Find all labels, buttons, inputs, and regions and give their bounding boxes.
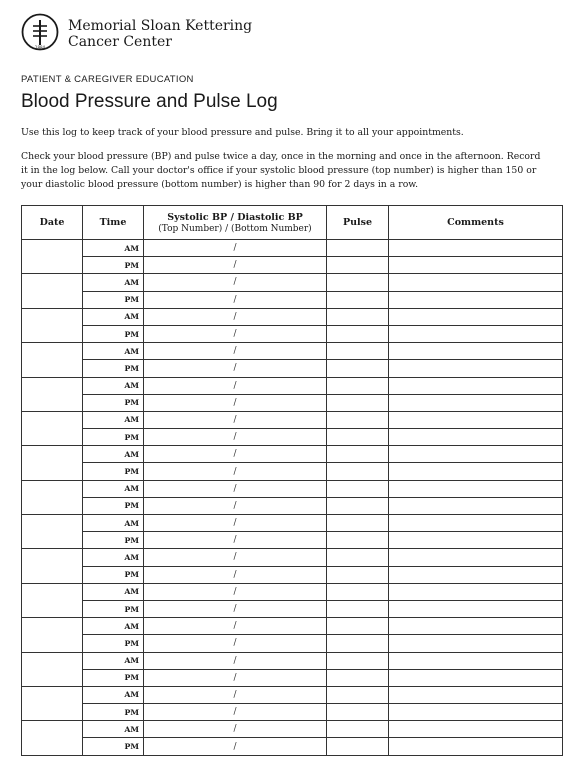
comments-cell[interactable] (389, 377, 563, 394)
table-row (22, 600, 563, 617)
time-cell: AM (83, 274, 144, 291)
time-cell: AM (83, 721, 144, 738)
bp-cell[interactable]: / (144, 274, 327, 291)
table-row (22, 635, 563, 652)
date-cell[interactable] (22, 583, 83, 617)
comments-cell[interactable] (389, 480, 563, 497)
bp-cell[interactable]: / (144, 240, 327, 257)
bp-cell[interactable]: / (144, 360, 327, 377)
table-row (22, 446, 563, 463)
pulse-cell[interactable] (327, 429, 389, 446)
bp-cell[interactable]: / (144, 308, 327, 325)
bp-cell[interactable]: / (144, 532, 327, 549)
table-row (22, 360, 563, 377)
date-cell[interactable] (22, 721, 83, 755)
date-cell[interactable] (22, 480, 83, 514)
pulse-cell[interactable] (327, 652, 389, 669)
comments-cell[interactable] (389, 429, 563, 446)
table-row (22, 515, 563, 532)
comments-header: Comments (389, 206, 563, 240)
pulse-cell[interactable] (327, 738, 389, 755)
comments-cell[interactable] (389, 515, 563, 532)
pulse-cell[interactable] (327, 274, 389, 291)
pulse-cell[interactable] (327, 583, 389, 600)
msk-logo (20, 12, 260, 56)
time-cell: AM (83, 515, 144, 532)
table-body (22, 240, 563, 756)
intro-paragraph-2: Check your blood pressure (BP) and pulse twice a day, once in the morning and once in the afternoon. Record it in the log below. Call your doctor's office if your systolic blood pressure (top number) is higher than 150 or your diastolic blood pressure (bottom number) is higher than 90 for 2 days in a row. (21, 151, 541, 190)
date-cell[interactable] (22, 686, 83, 720)
bp-cell[interactable]: / (144, 291, 327, 308)
bp-header-subtitle: (Top Number) / (Bottom Number) (158, 223, 312, 234)
table-row (22, 411, 563, 428)
pulse-cell[interactable] (327, 308, 389, 325)
bp-cell[interactable]: / (144, 721, 327, 738)
time-cell: PM (83, 291, 144, 308)
date-cell[interactable] (22, 618, 83, 652)
comments-cell[interactable] (389, 343, 563, 360)
table-row (22, 686, 563, 703)
pulse-cell[interactable] (327, 463, 389, 480)
pulse-cell[interactable] (327, 635, 389, 652)
table-row (22, 549, 563, 566)
table-row (22, 394, 563, 411)
comments-cell[interactable] (389, 446, 563, 463)
bp-cell[interactable]: / (144, 669, 327, 686)
pulse-cell[interactable] (327, 600, 389, 617)
bp-cell[interactable]: / (144, 325, 327, 342)
table-row (22, 497, 563, 514)
date-cell[interactable] (22, 652, 83, 686)
table-row (22, 704, 563, 721)
table-row (22, 532, 563, 549)
bp-cell[interactable]: / (144, 704, 327, 721)
table-row (22, 343, 563, 360)
org-name (68, 18, 252, 50)
time-cell: PM (83, 532, 144, 549)
date-cell[interactable] (22, 240, 83, 274)
comments-cell[interactable] (389, 583, 563, 600)
pulse-cell[interactable] (327, 291, 389, 308)
bp-cell[interactable]: / (144, 549, 327, 566)
table-row (22, 274, 563, 291)
comments-cell[interactable] (389, 394, 563, 411)
comments-cell[interactable] (389, 721, 563, 738)
time-cell: PM (83, 394, 144, 411)
comments-cell[interactable] (389, 240, 563, 257)
logo-year: 1884 (34, 45, 46, 50)
table-row (22, 308, 563, 325)
time-cell: PM (83, 704, 144, 721)
time-cell: PM (83, 738, 144, 755)
table-row (22, 669, 563, 686)
pulse-cell[interactable] (327, 377, 389, 394)
date-cell[interactable] (22, 515, 83, 549)
date-cell[interactable] (22, 274, 83, 308)
bp-cell[interactable]: / (144, 566, 327, 583)
table-row (22, 291, 563, 308)
bp-cell[interactable]: / (144, 394, 327, 411)
org-name-line1: Memorial Sloan Kettering (68, 18, 253, 34)
comments-cell[interactable] (389, 360, 563, 377)
date-header: Date (22, 206, 83, 240)
comments-cell[interactable] (389, 257, 563, 274)
date-cell[interactable] (22, 411, 83, 445)
time-cell: AM (83, 686, 144, 703)
table-row (22, 377, 563, 394)
date-cell[interactable] (22, 377, 83, 411)
bp-cell[interactable]: / (144, 618, 327, 635)
comments-cell[interactable] (389, 497, 563, 514)
pulse-cell[interactable] (327, 618, 389, 635)
pulse-cell[interactable] (327, 343, 389, 360)
table-row (22, 738, 563, 755)
intro-paragraph-1: Use this log to keep track of your blood pressure and pulse. Bring it to all your appointments. (21, 127, 464, 138)
bp-cell[interactable]: / (144, 429, 327, 446)
bp-cell[interactable]: / (144, 738, 327, 755)
table-row (22, 240, 563, 257)
bp-cell[interactable]: / (144, 343, 327, 360)
table-row (22, 566, 563, 583)
section-eyebrow: PATIENT & CAREGIVER EDUCATION (21, 74, 194, 85)
bp-cell[interactable]: / (144, 377, 327, 394)
comments-cell[interactable] (389, 308, 563, 325)
table-header-row (22, 206, 563, 240)
comments-cell[interactable] (389, 600, 563, 617)
table-row (22, 463, 563, 480)
table-row (22, 652, 563, 669)
comments-cell[interactable] (389, 411, 563, 428)
comments-cell[interactable] (389, 549, 563, 566)
comments-cell[interactable] (389, 463, 563, 480)
bp-cell[interactable]: / (144, 446, 327, 463)
pulse-cell[interactable] (327, 480, 389, 497)
time-cell: AM (83, 652, 144, 669)
time-cell: AM (83, 308, 144, 325)
comments-cell[interactable] (389, 618, 563, 635)
bp-cell[interactable]: / (144, 583, 327, 600)
time-cell: AM (83, 583, 144, 600)
pulse-cell[interactable] (327, 532, 389, 549)
comments-cell[interactable] (389, 274, 563, 291)
time-cell: PM (83, 635, 144, 652)
bp-cell[interactable]: / (144, 257, 327, 274)
time-cell: PM (83, 669, 144, 686)
time-header: Time (83, 206, 144, 240)
bp-header (144, 206, 327, 240)
bp-cell[interactable]: / (144, 480, 327, 497)
table-row (22, 429, 563, 446)
time-cell: AM (83, 377, 144, 394)
comments-cell[interactable] (389, 738, 563, 755)
date-cell[interactable] (22, 343, 83, 377)
comments-cell[interactable] (389, 686, 563, 703)
comments-cell[interactable] (389, 566, 563, 583)
bp-cell[interactable]: / (144, 497, 327, 514)
time-cell: AM (83, 240, 144, 257)
date-cell[interactable] (22, 446, 83, 480)
comments-cell[interactable] (389, 325, 563, 342)
table-row (22, 257, 563, 274)
comments-cell[interactable] (389, 291, 563, 308)
bp-cell[interactable]: / (144, 686, 327, 703)
comments-cell[interactable] (389, 532, 563, 549)
bp-log-table (21, 205, 563, 756)
page-title: Blood Pressure and Pulse Log (21, 91, 278, 112)
bp-header-label: Systolic BP / Diastolic BP (167, 211, 303, 223)
pulse-cell[interactable] (327, 704, 389, 721)
time-cell: PM (83, 463, 144, 480)
pulse-header: Pulse (327, 206, 389, 240)
time-cell: PM (83, 497, 144, 514)
time-cell: PM (83, 429, 144, 446)
time-cell: PM (83, 257, 144, 274)
pulse-cell[interactable] (327, 257, 389, 274)
pulse-cell[interactable] (327, 240, 389, 257)
time-cell: AM (83, 549, 144, 566)
pulse-cell[interactable] (327, 669, 389, 686)
date-cell[interactable] (22, 549, 83, 583)
table-row (22, 583, 563, 600)
pulse-cell[interactable] (327, 411, 389, 428)
time-cell: AM (83, 446, 144, 463)
pulse-cell[interactable] (327, 686, 389, 703)
bp-cell[interactable]: / (144, 515, 327, 532)
time-cell: AM (83, 480, 144, 497)
msk-trident-icon (20, 12, 60, 52)
bp-cell[interactable]: / (144, 652, 327, 669)
time-cell: PM (83, 600, 144, 617)
time-cell: AM (83, 411, 144, 428)
org-name-line2: Cancer Center (68, 34, 172, 50)
bp-cell[interactable]: / (144, 600, 327, 617)
pulse-cell[interactable] (327, 325, 389, 342)
table-row (22, 325, 563, 342)
bp-cell[interactable]: / (144, 635, 327, 652)
pulse-cell[interactable] (327, 446, 389, 463)
table-row (22, 480, 563, 497)
table-row (22, 618, 563, 635)
bp-cell[interactable]: / (144, 463, 327, 480)
pulse-cell[interactable] (327, 360, 389, 377)
comments-cell[interactable] (389, 704, 563, 721)
time-cell: PM (83, 566, 144, 583)
time-cell: AM (83, 618, 144, 635)
pulse-cell[interactable] (327, 394, 389, 411)
bp-cell[interactable]: / (144, 411, 327, 428)
pulse-cell[interactable] (327, 497, 389, 514)
pulse-cell[interactable] (327, 566, 389, 583)
time-cell: PM (83, 360, 144, 377)
pulse-cell[interactable] (327, 721, 389, 738)
comments-cell[interactable] (389, 652, 563, 669)
comments-cell[interactable] (389, 635, 563, 652)
pulse-cell[interactable] (327, 549, 389, 566)
time-cell: PM (83, 325, 144, 342)
time-cell: AM (83, 343, 144, 360)
pulse-cell[interactable] (327, 515, 389, 532)
table-row (22, 721, 563, 738)
comments-cell[interactable] (389, 669, 563, 686)
date-cell[interactable] (22, 308, 83, 342)
